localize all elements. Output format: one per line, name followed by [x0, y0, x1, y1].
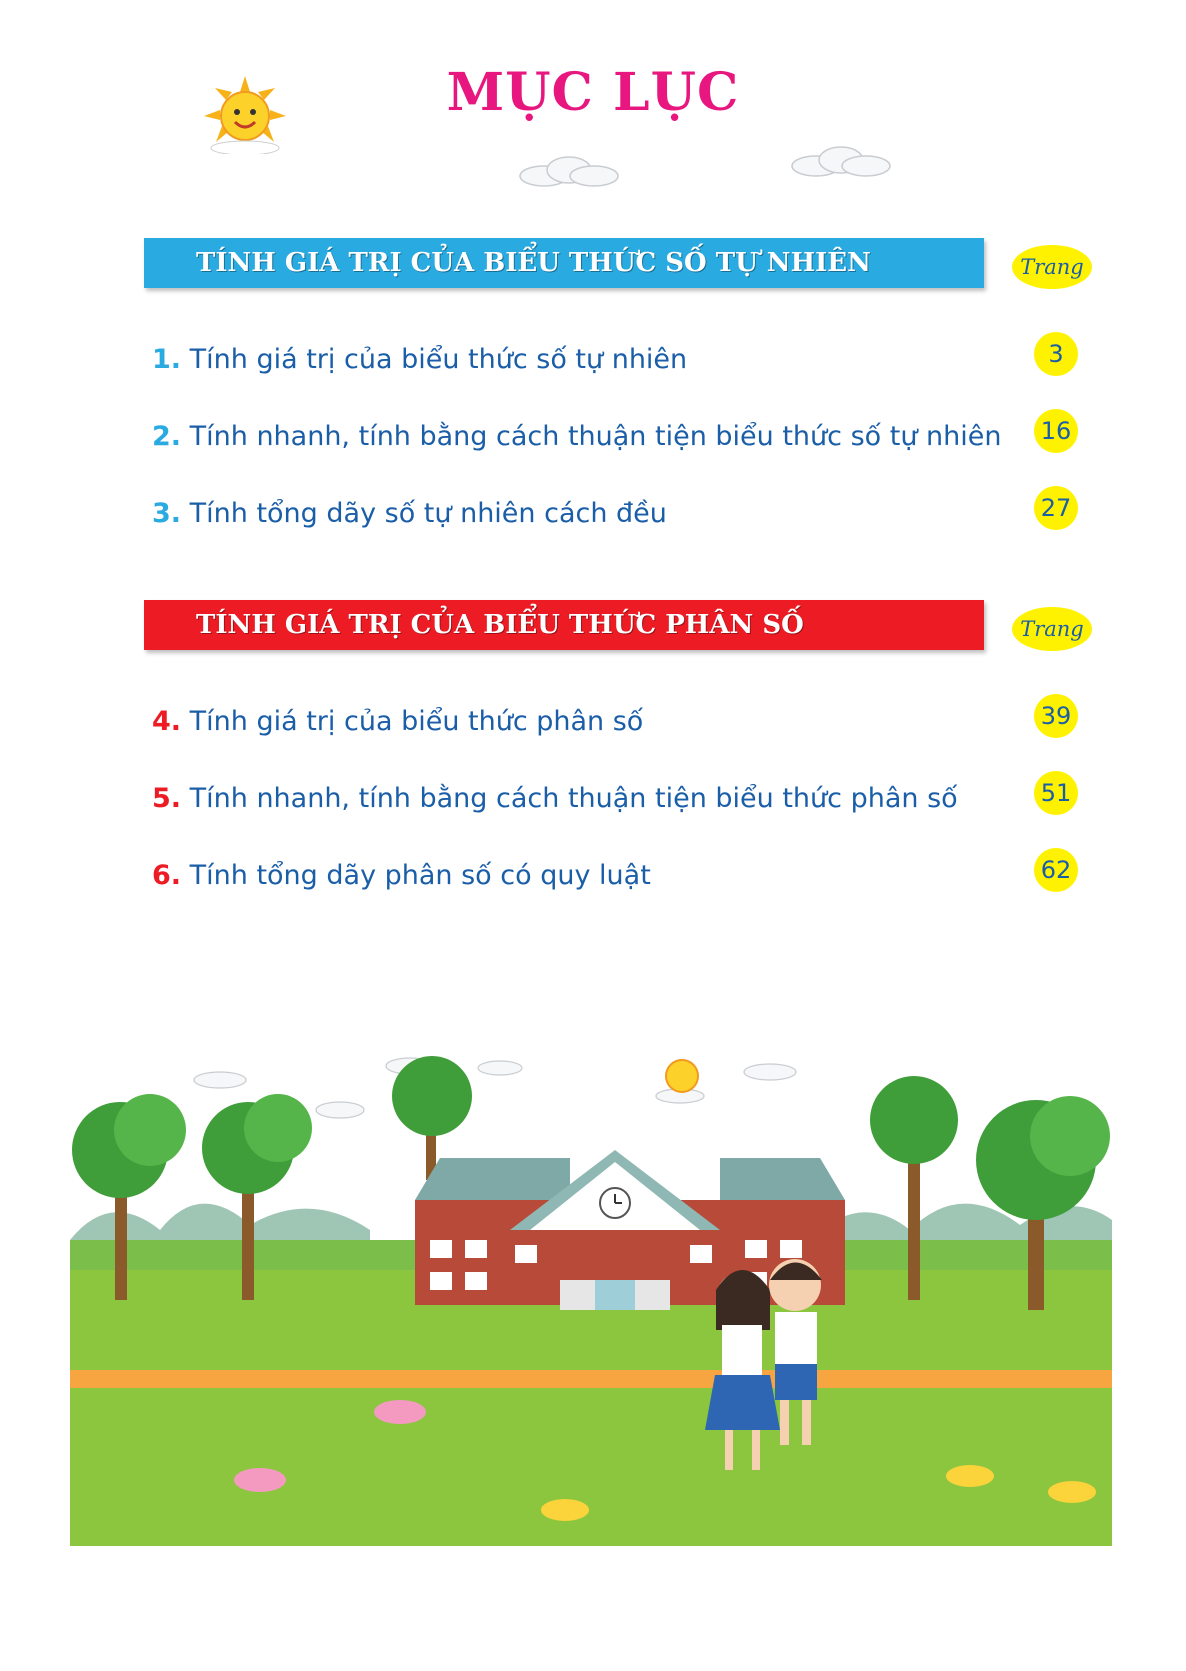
toc-entry-text: Tính giá trị của biểu thức phân số: [189, 706, 644, 737]
page-title: MỤC LỤC: [446, 62, 740, 123]
section-heading-text: TÍNH GIÁ TRỊ CỦA BIỂU THỨC PHÂN SỐ: [196, 610, 804, 640]
toc-entry-text: Tính nhanh, tính bằng cách thuận tiện biểu thức số tự nhiên: [189, 421, 1002, 452]
school-scene-illustration: [70, 1040, 1112, 1546]
section-heading-fractions: [144, 600, 984, 650]
toc-entry-text: Tính giá trị của biểu thức số tự nhiên: [189, 344, 688, 375]
page-column-label: Trang: [1012, 607, 1092, 651]
toc-entry-text: Tính tổng dãy số tự nhiên cách đều: [189, 498, 667, 529]
page-column-label: Trang: [1012, 245, 1092, 289]
cloud-icon: [786, 140, 896, 180]
toc-entry[interactable]: [152, 494, 1002, 534]
toc-entry[interactable]: [152, 340, 1002, 380]
toc-entry-number: 2.: [152, 421, 182, 452]
toc-entry[interactable]: [152, 417, 1002, 457]
toc-entry-number: 4.: [152, 706, 182, 737]
cloud-icon: [514, 150, 624, 190]
toc-page-number: 51: [1034, 771, 1078, 815]
section-heading-text: TÍNH GIÁ TRỊ CỦA BIỂU THỨC SỐ TỰ NHIÊN: [196, 248, 871, 278]
toc-entry-number: 5.: [152, 783, 182, 814]
toc-entry[interactable]: [152, 779, 1002, 819]
toc-entry-number: 1.: [152, 344, 182, 375]
toc-page-number: 3: [1034, 332, 1078, 376]
toc-page-number: 62: [1034, 848, 1078, 892]
toc-page-number: 27: [1034, 486, 1078, 530]
toc-entry[interactable]: [152, 856, 1002, 896]
toc-entry-text: Tính nhanh, tính bằng cách thuận tiện biểu thức phân số: [189, 783, 958, 814]
toc-page-number: 39: [1034, 694, 1078, 738]
toc-entry-text: Tính tổng dãy phân số có quy luật: [189, 860, 651, 891]
toc-entry[interactable]: [152, 702, 1002, 742]
section-heading-natural-numbers: [144, 238, 984, 288]
sun-icon: [666, 1060, 698, 1092]
toc-page-number: 16: [1034, 409, 1078, 453]
toc-entry-number: 6.: [152, 860, 182, 891]
toc-entry-number: 3.: [152, 498, 182, 529]
